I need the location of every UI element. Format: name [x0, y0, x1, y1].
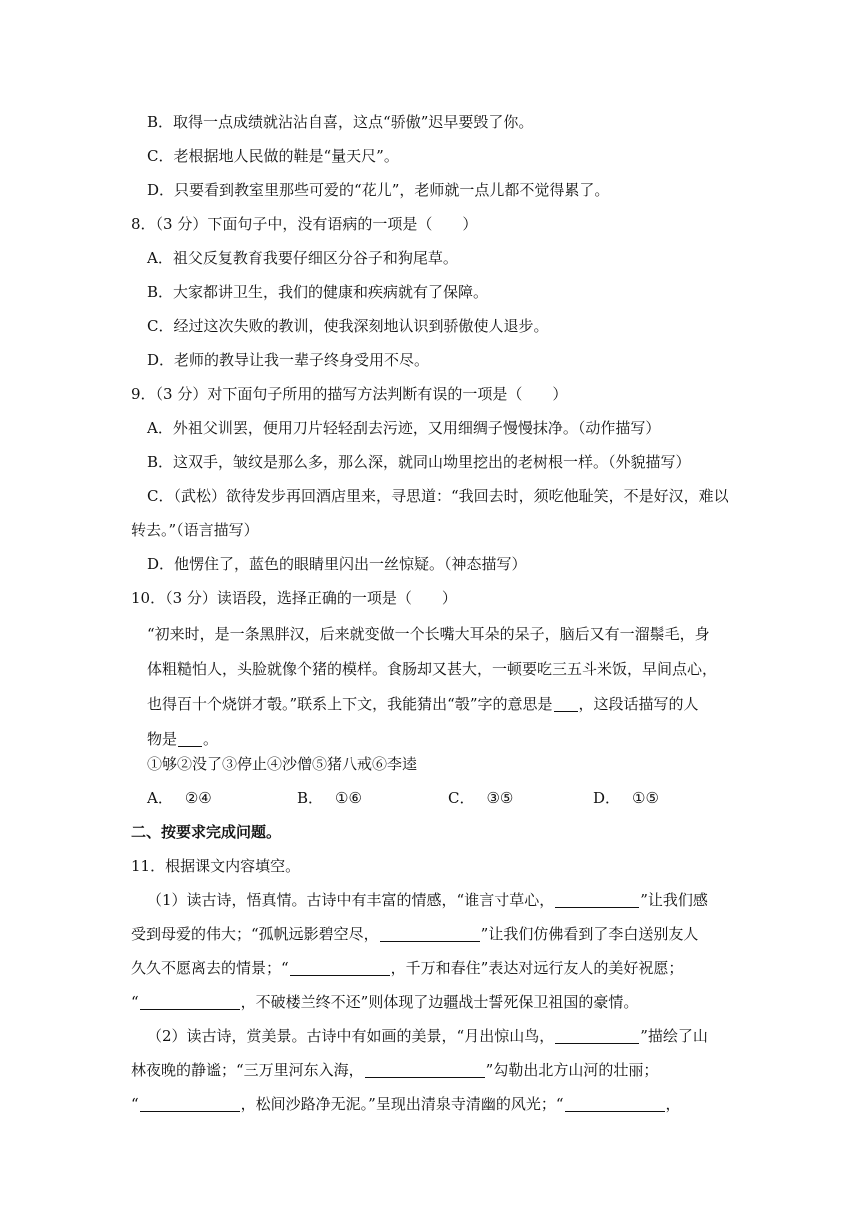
q9-option-b: B．这双手，皱纹是那么多，那么深，就同山坳里挖出的老树根一样。（外貌描写）: [147, 453, 691, 471]
q11-blank-3[interactable]: [290, 959, 390, 976]
q11-part1-line3: [131, 958, 683, 978]
q10-option-b-answer: ①⑥: [335, 789, 362, 807]
q10-option-a-letter: A．: [147, 789, 173, 807]
q11-part1-line1: [147, 890, 708, 910]
q10-option-d-letter: D．: [593, 789, 621, 807]
q10-option-c-letter: C．: [448, 789, 475, 807]
q10-option-c-answer: ③⑤: [486, 789, 514, 807]
q11-part2-line3-mid: ，松间沙路净无泥。”呈现出清泉寺清幽的风光；“: [240, 1095, 564, 1113]
q8-option-a: A．祖父反复教育我要仔细区分谷子和狗尾草。: [147, 249, 458, 267]
q9-option-c-line2: 转去。”（语言描写）: [131, 521, 259, 539]
q11-part2-line3-end: ，: [665, 1095, 681, 1113]
q11-part1-line1-start: （1）读古诗，悟真情。古诗中有丰富的情感，“谁言寸草心，: [147, 891, 555, 909]
q10-passage-line4-start: 物是: [147, 730, 178, 748]
section-2-heading: 二、按要求完成问题。: [131, 823, 282, 841]
q11-part1-line4-end: ，不破楼兰终不还”则体现了边疆战士誓死保卫祖国的豪情。: [240, 993, 639, 1011]
q9-option-c-line1: C．（武松）欲待发步再回酒店里来，寻思道：“我回去时，须吃他耻笑，不是好汉，难以: [147, 487, 729, 505]
q10-option-b: [297, 788, 362, 808]
q10-blank-1[interactable]: [554, 695, 578, 712]
q11-blank-1[interactable]: [555, 891, 639, 908]
q9-option-d: D．他愣住了，蓝色的眼睛里闪出一丝惊疑。（神态描写）: [147, 555, 527, 573]
q11-part2-line3: [131, 1094, 681, 1114]
q11-blank-4[interactable]: [140, 993, 240, 1010]
q10-option-d-answer: ①⑤: [632, 789, 659, 807]
q11-part2-line2: [131, 1060, 658, 1080]
q8-option-b: B．大家都讲卫生，我们的健康和疾病就有了保障。: [147, 283, 489, 301]
q11-part2-line1: [147, 1026, 708, 1046]
q10-option-a-answer: ②④: [184, 789, 212, 807]
q7-option-b: B．取得一点成绩就沾沾自喜，这点“骄傲”迟早要毁了你。: [147, 113, 534, 131]
q8-option-d: D．老师的教导让我一辈子终身受用不尽。: [147, 351, 430, 369]
q10-passage-line1: “初来时，是一条黑胖汉，后来就变做一个长嘴大耳朵的呆子，脑后又有一溜鬃毛，身: [147, 625, 710, 643]
q10-blank-2[interactable]: [178, 730, 202, 747]
q7-option-c: C．老根据地人民做的鞋是“量天尺”。: [147, 147, 399, 165]
q11-part2-line2-end: ”勾勒出北方山河的壮丽；: [485, 1061, 659, 1079]
q11-part2-line1-start: （2）读古诗，赏美景。古诗中有如画的美景，“月出惊山鸟，: [147, 1027, 555, 1045]
q10-passage-line3: [147, 694, 699, 714]
q10-option-b-letter: B．: [297, 789, 324, 807]
q11-part2-line3-start: “: [131, 1095, 139, 1113]
q11-part1-line4: [131, 992, 638, 1012]
q11-stem: 11．根据课文内容填空。: [131, 857, 301, 875]
q11-part1-line2-start: 受到母爱的伟大；“孤帆远影碧空尽，: [131, 925, 379, 943]
q9-stem: 9．（3 分）对下面句子所用的描写方法判断有误的一项是（ ）: [131, 385, 568, 403]
q10-option-d: [593, 788, 659, 808]
q11-part1-line2-end: ”让我们仿佛看到了李白送别友人: [480, 925, 699, 943]
q10-choice-list: ①够②没了③停止④沙僧⑤猪八戒⑥李逵: [147, 755, 418, 773]
q9-option-a: A．外祖父训罢，便用刀片轻轻刮去污迹，又用细绸子慢慢抹净。（动作描写）: [147, 419, 661, 437]
q10-passage-line4: [147, 729, 218, 749]
q11-blank-5[interactable]: [555, 1027, 639, 1044]
q10-option-a: [147, 788, 212, 808]
q11-part1-line3-end: ，千万和春住”表达对远行友人的美好祝愿；: [390, 959, 684, 977]
q8-stem: 8．（3 分）下面句子中，没有语病的一项是（ ）: [131, 215, 478, 233]
q10-passage-line3-end: ，这段话描写的人: [578, 695, 699, 713]
q10-option-c: [448, 788, 513, 808]
q11-part1-line4-start: “: [131, 993, 139, 1011]
q8-option-c: C．经过这次失败的教训，使我深刻地认识到骄傲使人退步。: [147, 317, 549, 335]
q11-blank-7[interactable]: [140, 1095, 240, 1112]
q10-passage-line4-end: 。: [203, 730, 219, 748]
q10-stem: 10．（3 分）读语段，选择正确的一项是（ ）: [131, 589, 457, 607]
q11-blank-6[interactable]: [365, 1061, 485, 1078]
q11-part1-line1-end: ”让我们感: [640, 891, 708, 909]
q11-part1-line3-start: 久久不愿离去的情景；“: [131, 959, 289, 977]
q11-blank-8[interactable]: [565, 1095, 665, 1112]
q11-blank-2[interactable]: [380, 925, 480, 942]
q7-option-d: D．只要看到教室里那些可爱的“花儿”，老师就一点儿都不觉得累了。: [147, 181, 610, 199]
q11-part2-line1-end: ”描绘了山: [640, 1027, 708, 1045]
q11-part2-line2-start: 林夜晚的静谧；“三万里河东入海，: [131, 1061, 364, 1079]
q11-part1-line2: [131, 924, 698, 944]
q10-passage-line3-start: 也得百十个烧饼才彀。”联系上下文，我能猜出“彀”字的意思是: [147, 695, 553, 713]
q10-passage-line2: 体粗糙怕人，头脸就像个猪的模样。食肠却又甚大，一顿要吃三五斗米饭，早间点心，: [147, 660, 718, 678]
